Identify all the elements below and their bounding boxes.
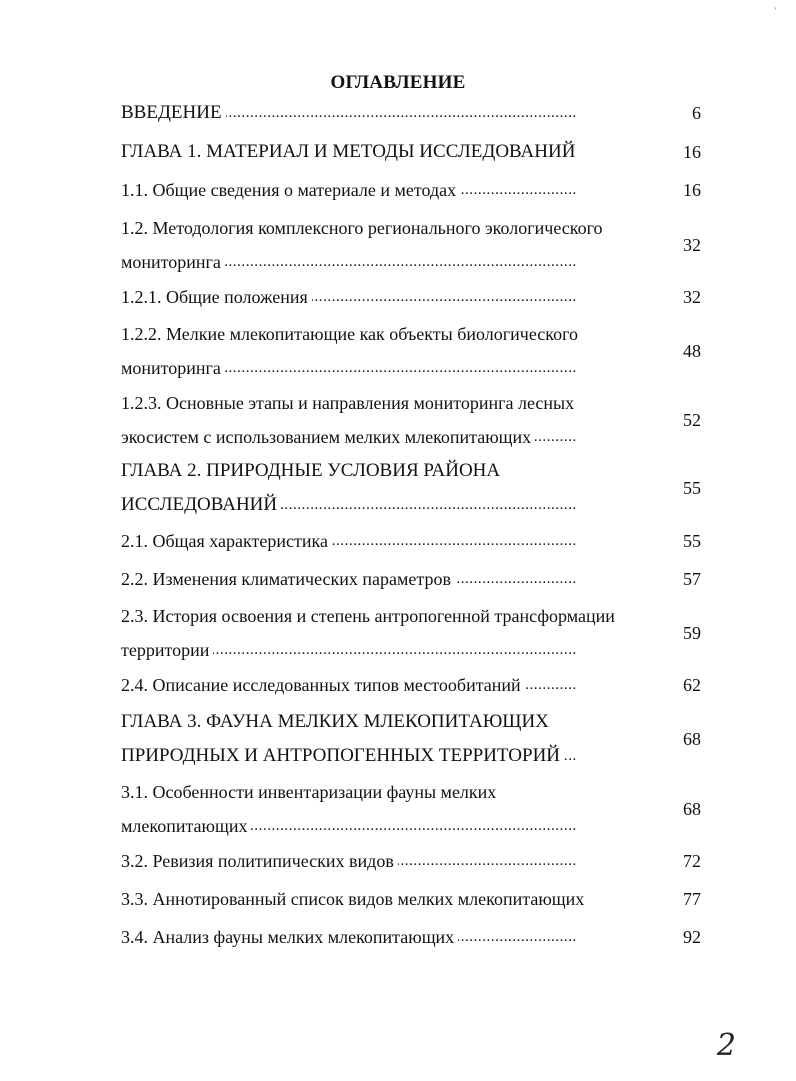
toc-page-number: 16	[683, 180, 701, 200]
toc-entry-text: 2.4. Описание исследованных типов местообитаний	[121, 675, 525, 695]
toc-page-number: 72	[683, 851, 701, 871]
toc-entry-text: 3.3. Аннотированный список видов мелких млекопитающих	[121, 889, 588, 909]
toc-entry-text: мониторинга	[121, 252, 225, 272]
toc-page-number: 55	[683, 478, 701, 498]
toc-page-number: 77	[683, 889, 701, 909]
toc-entry-text: 1.2. Методология комплексного регионального экологического	[121, 218, 607, 238]
toc-entry-text: 1.2.3. Основные этапы и направления мониторинга лесных	[121, 393, 578, 413]
toc-entry-text: 1.2.1. Общие положения	[121, 287, 312, 307]
toc-entry-text: 1.1. Общие сведения о материале и методах	[121, 180, 460, 200]
toc-entry-text: экосистем с использованием мелких млекопитающих	[121, 427, 535, 447]
toc-page-number: 68	[683, 729, 701, 749]
toc-entry-text: мониторинга	[121, 358, 225, 378]
handwritten-page-number: 2	[716, 1028, 736, 1063]
toc-entry-text: 3.4. Анализ фауны мелких млекопитающих	[121, 927, 458, 947]
toc-entry-text: ГЛАВА 1. МАТЕРИАЛ И МЕТОДЫ ИССЛЕДОВАНИЙ	[121, 141, 579, 162]
toc-page-number: 32	[683, 287, 701, 307]
toc-page-number: 55	[683, 531, 701, 551]
toc-entry-text: 3.1. Особенности инвентаризации фауны мелких	[121, 782, 500, 802]
toc-page-number: 68	[683, 799, 701, 819]
toc-entry-text: 2.3. История освоения и степень антропогенной трансформации	[121, 606, 619, 626]
toc-page-number: 6	[692, 103, 701, 123]
toc-entry-text: млекопитающих	[121, 816, 251, 836]
toc-page-number: 62	[683, 675, 701, 695]
toc-page-number: 92	[683, 927, 701, 947]
toc-page-number: 57	[683, 569, 701, 589]
page-title: ОГЛАВЛЕНИЕ	[330, 72, 466, 93]
toc-entry-text: ИССЛЕДОВАНИЙ	[121, 494, 281, 515]
toc-page-number: 32	[683, 235, 701, 255]
toc-entry-text: 2.2. Изменения климатических параметров	[121, 569, 455, 589]
toc-page-number: 59	[683, 623, 701, 643]
toc-page-number: 52	[683, 410, 701, 430]
toc-entry-text: 3.2. Ревизия политипических видов	[121, 851, 398, 871]
toc-entry-text: ГЛАВА 3. ФАУНА МЕЛКИХ МЛЕКОПИТАЮЩИХ	[121, 711, 553, 732]
toc-entry-text: 2.1. Общая характеристика	[121, 531, 332, 551]
toc-entry-text: ГЛАВА 2. ПРИРОДНЫЕ УСЛОВИЯ РАЙОНА	[121, 460, 504, 481]
toc-page-number: 16	[683, 142, 701, 162]
scan-mark: '	[774, 6, 776, 15]
toc-page-number: 48	[683, 341, 701, 361]
toc-entry-text: территории	[121, 640, 213, 660]
toc-entry-text: ПРИРОДНЫХ И АНТРОПОГЕННЫХ ТЕРРИТОРИЙ	[121, 745, 564, 766]
toc-entry-text: 1.2.2. Мелкие млекопитающие как объекты биологического	[121, 324, 582, 344]
toc-entry-text: ВВЕДЕНИЕ	[121, 102, 226, 123]
